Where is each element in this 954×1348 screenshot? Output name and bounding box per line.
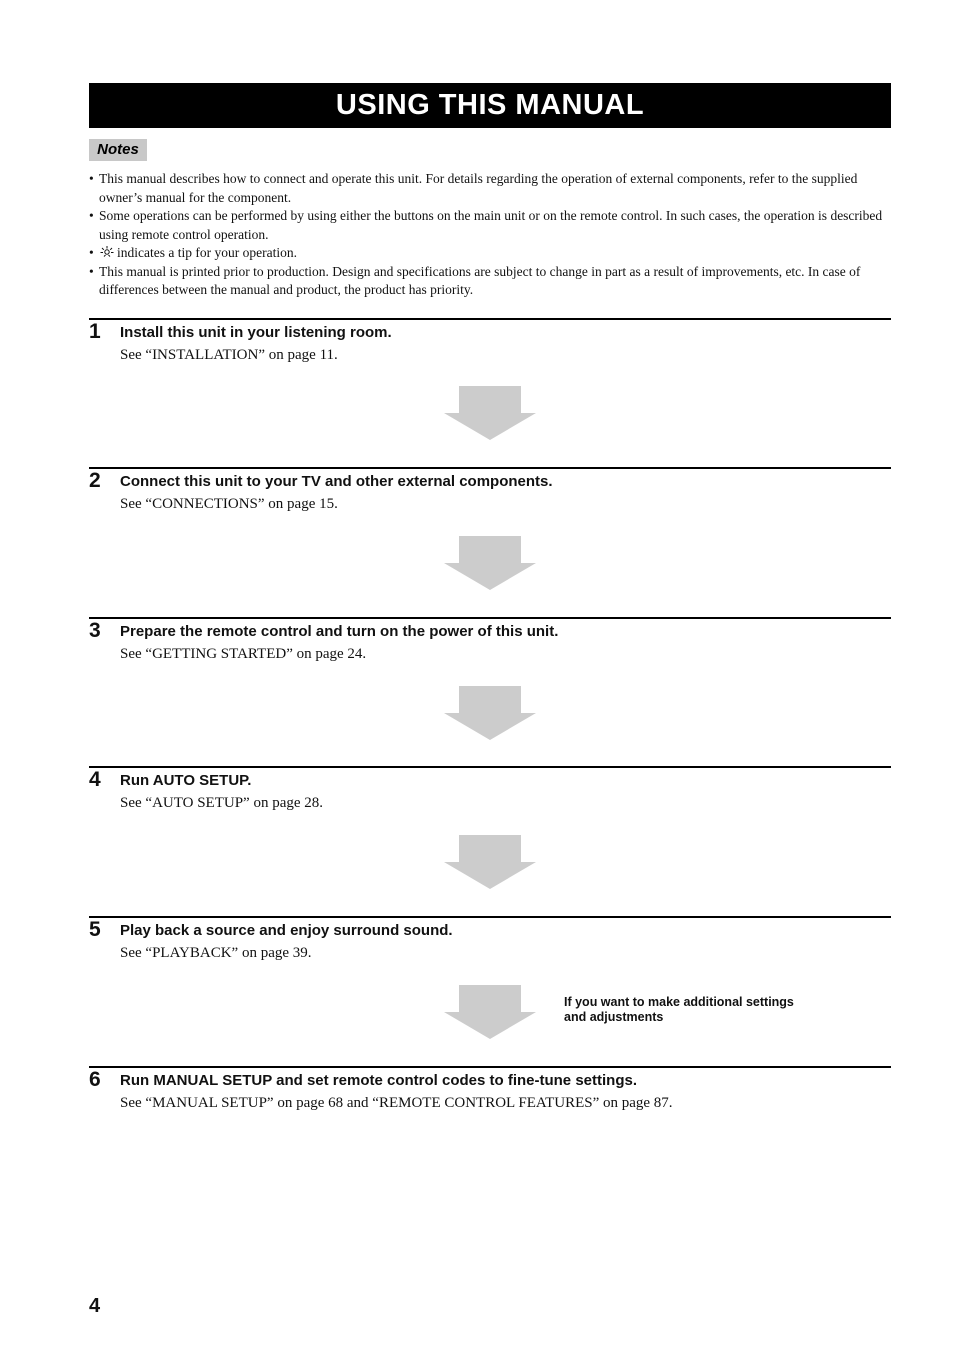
step-2 [89, 467, 891, 512]
step-divider [89, 318, 891, 320]
note-text: This manual is printed prior to production. Design and specifications are subject to change in part as a result of improvements, etc. In case of differences between the manual and product, the product has priority. [99, 263, 861, 297]
notes-label: Notes [89, 139, 147, 161]
step-heading: Play back a source and enjoy surround sound. [120, 922, 453, 939]
step-heading: Run AUTO SETUP. [120, 772, 252, 789]
step-number: 1 [89, 320, 101, 343]
step-number: 3 [89, 619, 101, 642]
step-3 [89, 617, 891, 662]
note-text: Some operations can be performed by using either the buttons on the main unit or on the remote control. In such cases, the operation is described using remote control operation. [99, 208, 883, 242]
side-note-line: If you want to make additional settings [564, 995, 794, 1009]
step-divider [89, 766, 891, 768]
step-divider [89, 1066, 891, 1068]
down-arrow-icon [444, 985, 536, 1039]
step-heading: Connect this unit to your TV and other external components. [120, 473, 553, 490]
down-arrow-icon [444, 686, 536, 740]
step-6 [89, 1066, 891, 1111]
step-number: 5 [89, 918, 101, 941]
step-heading: Install this unit in your listening room. [120, 324, 392, 341]
step-reference: See “CONNECTIONS” on page 15. [120, 496, 338, 512]
additional-settings-note [564, 995, 844, 1025]
step-number: 4 [89, 768, 101, 791]
step-reference: See “PLAYBACK” on page 39. [120, 945, 312, 961]
note-item [89, 170, 891, 207]
step-divider [89, 617, 891, 619]
note-text: This manual describes how to connect and operate this unit. For details regarding the operation of external components, refer to the supplied owner’s manual for the component. [99, 171, 858, 205]
down-arrow-icon [444, 835, 536, 889]
step-reference: See “MANUAL SETUP” on page 68 and “REMOTE CONTROL FEATURES” on page 87. [120, 1095, 673, 1111]
step-5 [89, 916, 891, 961]
step-heading: Prepare the remote control and turn on the power of this unit. [120, 623, 559, 640]
step-number: 2 [89, 469, 101, 492]
down-arrow-icon [444, 386, 536, 440]
step-reference: See “GETTING STARTED” on page 24. [120, 646, 367, 662]
down-arrow-icon [444, 536, 536, 590]
side-note-line: and adjustments [564, 1010, 664, 1024]
step-number: 6 [89, 1068, 101, 1091]
note-item [89, 207, 891, 244]
page-number: 4 [89, 1295, 101, 1317]
step-heading: Run MANUAL SETUP and set remote control codes to fine-tune settings. [120, 1072, 637, 1089]
lightbulb-tip-icon [99, 244, 117, 263]
step-divider [89, 916, 891, 918]
step-1 [89, 318, 891, 363]
note-item [89, 244, 891, 263]
notes-list [89, 170, 891, 300]
step-divider [89, 467, 891, 469]
step-reference: See “AUTO SETUP” on page 28. [120, 795, 324, 811]
step-reference: See “INSTALLATION” on page 11. [120, 347, 338, 363]
note-item [89, 263, 891, 300]
page-title: USING THIS MANUAL [89, 83, 891, 128]
note-text: indicates a tip for your operation. [117, 245, 297, 260]
step-4 [89, 766, 891, 811]
